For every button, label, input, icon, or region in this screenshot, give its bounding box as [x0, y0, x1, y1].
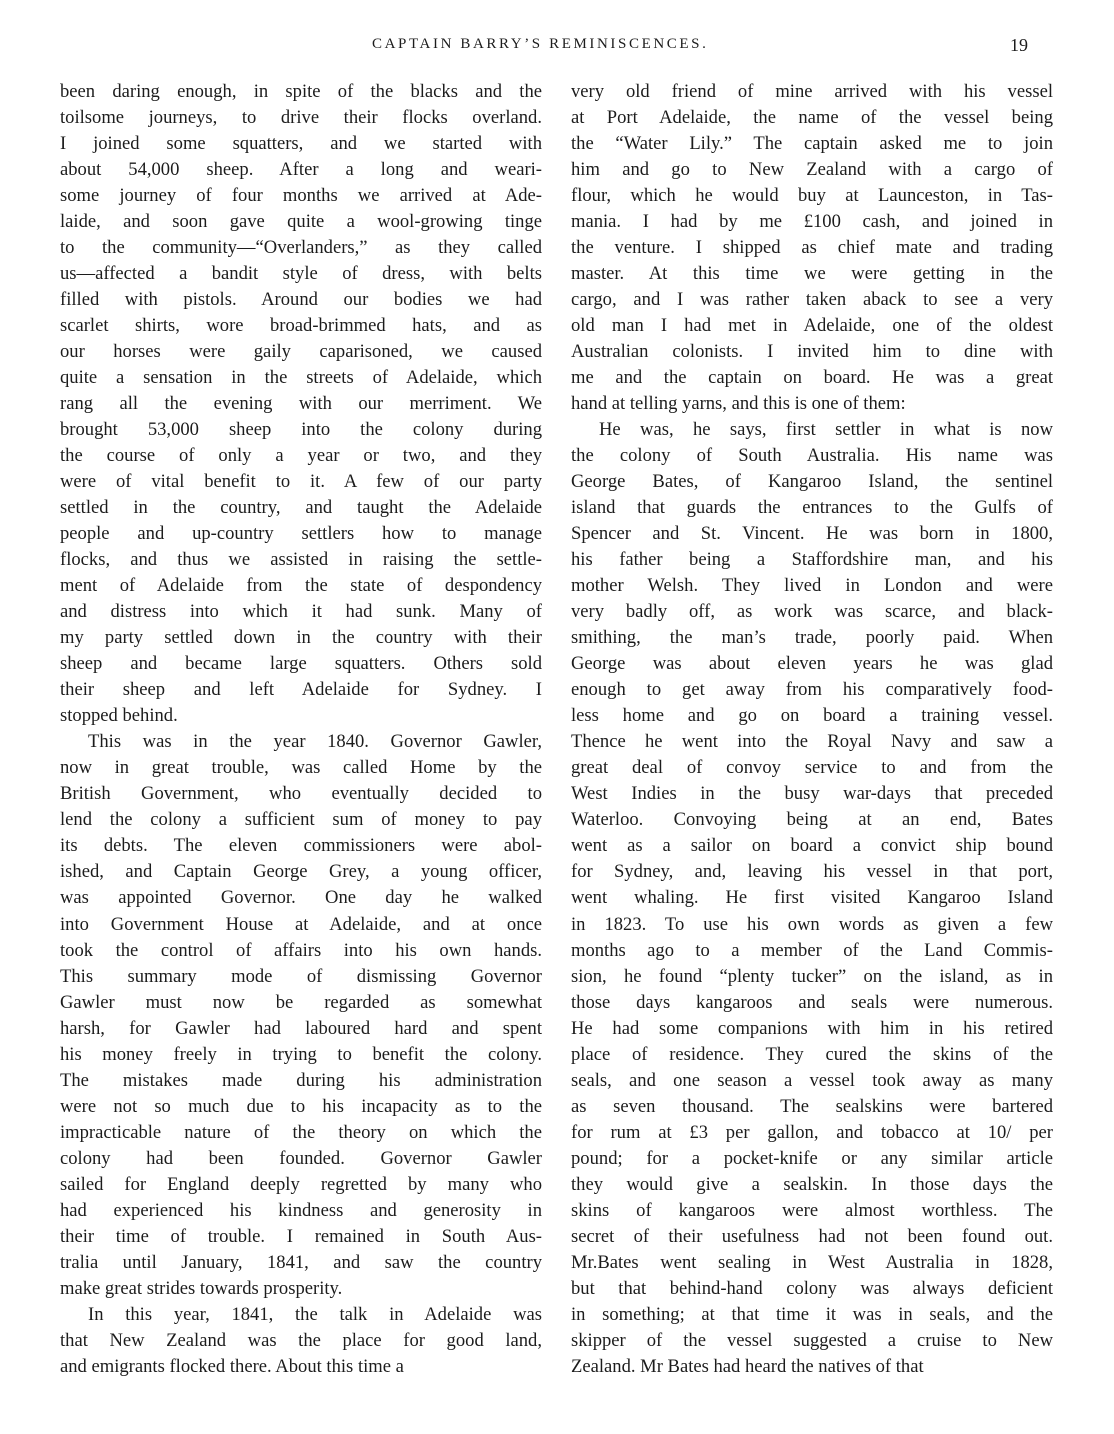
text-line: stopped behind.: [60, 705, 178, 727]
text-line: him and go to New Zealand with a cargo of: [571, 159, 1053, 181]
text-line: us—affected a bandit style of dress, with belts: [60, 263, 542, 285]
text-line: George was about eleven years he was glad: [571, 653, 1053, 675]
text-line: in 1823. To use his own words as given a few: [571, 913, 1053, 935]
text-line: ment of Adelaide from the state of despondency: [60, 575, 542, 597]
right-text-column: [571, 79, 1053, 1380]
text-line: were not so much due to his incapacity as to the: [60, 1095, 542, 1117]
text-line: I joined some squatters, and we started with: [60, 133, 542, 155]
text-line: about 54,000 sheep. After a long and weari-: [60, 159, 542, 181]
text-line: laide, and soon gave quite a wool-growing tinge: [60, 211, 542, 233]
text-line: master. At this time we were getting in the: [571, 263, 1053, 285]
text-line: place of residence. They cured the skins of the: [571, 1043, 1053, 1065]
page-number: 19: [1010, 35, 1028, 55]
text-line: our horses were gaily caparisoned, we caused: [60, 341, 542, 363]
text-line: make great strides towards prosperity.: [60, 1277, 343, 1299]
text-line: He was, he says, first settler in what is now: [599, 419, 1053, 441]
running-title: CAPTAIN BARRY’S REMINISCENCES.: [372, 36, 709, 52]
text-line: In this year, 1841, the talk in Adelaide was: [88, 1303, 542, 1325]
text-line: very badly off, as work was scarce, and black-: [571, 601, 1053, 623]
text-line: Thence he went into the Royal Navy and saw a: [571, 731, 1053, 753]
text-line: brought 53,000 sheep into the colony during: [60, 419, 542, 441]
text-line: Mr.Bates went sealing in West Australia in 1828,: [571, 1251, 1053, 1273]
text-line: was appointed Governor. One day he walked: [60, 887, 542, 909]
text-line: Zealand. Mr Bates had heard the natives of that: [571, 1355, 924, 1377]
text-line: mania. I had by me £100 cash, and joined in: [571, 211, 1053, 233]
text-line: at Port Adelaide, the name of the vessel being: [571, 107, 1053, 129]
text-line: been daring enough, in spite of the blacks and the: [60, 81, 542, 102]
text-line: mother Welsh. They lived in London and were: [571, 575, 1053, 597]
text-line: months ago to a member of the Land Commis-: [571, 939, 1053, 961]
text-line: harsh, for Gawler had laboured hard and spent: [60, 1017, 542, 1039]
text-line: pound; for a pocket-knife or any similar article: [571, 1147, 1053, 1169]
text-line: the venture. I shipped as chief mate and trading: [571, 237, 1053, 259]
text-line: me and the captain on board. He was a great: [571, 367, 1053, 389]
text-line: skins of kangaroos were almost worthless. The: [571, 1199, 1053, 1221]
text-line: and emigrants flocked there. About this time a: [60, 1355, 404, 1377]
text-line: very old friend of mine arrived with his vessel: [571, 81, 1053, 102]
text-line: skipper of the vessel suggested a cruise to New: [571, 1329, 1053, 1351]
text-line: quite a sensation in the streets of Adelaide, which: [60, 367, 542, 389]
text-line: scarlet shirts, wore broad-brimmed hats, and as: [60, 315, 542, 337]
text-line: went whaling. He first visited Kangaroo Island: [571, 887, 1053, 909]
text-line: The mistakes made during his administration: [60, 1069, 542, 1091]
text-line: sheep and became large squatters. Others sold: [60, 653, 542, 675]
text-line: sailed for England deeply regretted by many who: [60, 1173, 542, 1195]
left-text-column: [60, 79, 542, 1380]
text-line: hand at telling yarns, and this is one of them:: [571, 393, 906, 415]
text-line: toilsome journeys, to drive their flocks overland.: [60, 107, 542, 129]
text-line: great deal of convoy service to and from the: [571, 757, 1053, 779]
text-line: went as a sailor on board a convict ship bound: [571, 835, 1053, 857]
running-header: [0, 36, 1114, 60]
text-line: filled with pistols. Around our bodies we had: [60, 289, 542, 311]
text-line: for Sydney, and, leaving his vessel in that port,: [571, 861, 1053, 883]
text-line: took the control of affairs into his own hands.: [60, 939, 542, 961]
text-line: those days kangaroos and seals were numerous.: [571, 991, 1053, 1013]
text-line: This summary mode of dismissing Governor: [60, 965, 542, 987]
text-line: the course of only a year or two, and they: [60, 445, 542, 467]
text-line: for rum at £3 per gallon, and tobacco at 10/ per: [571, 1121, 1053, 1143]
text-line: lend the colony a sufficient sum of money to pay: [60, 809, 542, 831]
text-line: sion, he found “plenty tucker” on the island, as in: [571, 965, 1053, 987]
text-line: ished, and Captain George Grey, a young officer,: [60, 861, 542, 883]
text-line: but that behind-hand colony was always deficient: [571, 1277, 1053, 1299]
text-line: colony had been founded. Governor Gawler: [60, 1147, 542, 1169]
text-line: less home and go on board a training vessel.: [571, 705, 1053, 727]
text-line: British Government, who eventually decided to: [60, 783, 542, 805]
text-line: seals, and one season a vessel took away as many: [571, 1069, 1053, 1091]
text-line: his money freely in trying to benefit the colony.: [60, 1043, 542, 1065]
text-line: that New Zealand was the place for good land,: [60, 1329, 542, 1351]
text-line: they would give a sealskin. In those days the: [571, 1173, 1053, 1195]
text-line: the colony of South Australia. His name was: [571, 445, 1053, 467]
text-line: secret of their usefulness had not been found out.: [571, 1225, 1053, 1247]
text-line: flour, which he would buy at Launceston, in Tas-: [571, 185, 1053, 207]
text-line: to the community—“Overlanders,” as they called: [60, 237, 542, 259]
text-line: and distress into which it had sunk. Many of: [60, 601, 542, 623]
text-line: Australian colonists. I invited him to dine with: [571, 341, 1053, 363]
text-line: settled in the country, and taught the Adelaide: [60, 497, 542, 519]
text-line: enough to get away from his comparatively food-: [571, 679, 1053, 701]
text-line: flocks, and thus we assisted in raising the settle-: [60, 549, 542, 571]
text-line: tralia until January, 1841, and saw the country: [60, 1251, 542, 1273]
text-line: smithing, the man’s trade, poorly paid. When: [571, 627, 1053, 649]
text-line: the “Water Lily.” The captain asked me to join: [571, 133, 1053, 155]
text-line: their time of trouble. I remained in South Aus-: [60, 1225, 542, 1247]
text-line: He had some companions with him in his retired: [571, 1017, 1053, 1039]
text-line: people and up-country settlers how to manage: [60, 523, 542, 545]
text-line: West Indies in the busy war-days that preceded: [571, 783, 1053, 805]
text-line: cargo, and I was rather taken aback to see a very: [571, 289, 1053, 311]
text-line: island that guards the entrances to the Gulfs of: [571, 497, 1053, 519]
text-line: now in great trouble, was called Home by the: [60, 757, 542, 779]
text-line: impracticable nature of the theory on which the: [60, 1121, 542, 1143]
text-line: Waterloo. Convoying being at an end, Bates: [571, 809, 1053, 831]
text-line: its debts. The eleven commissioners were abol-: [60, 835, 542, 857]
text-line: George Bates, of Kangaroo Island, the sentinel: [571, 471, 1053, 493]
text-line: some journey of four months we arrived at Ade-: [60, 185, 542, 207]
text-line: their sheep and left Adelaide for Sydney. I: [60, 679, 542, 701]
text-line: into Government House at Adelaide, and at once: [60, 913, 542, 935]
text-line: This was in the year 1840. Governor Gawler,: [88, 731, 542, 753]
text-line: Gawler must now be regarded as somewhat: [60, 991, 542, 1013]
text-line: had experienced his kindness and generosity in: [60, 1199, 542, 1221]
text-line: old man I had met in Adelaide, one of the oldest: [571, 315, 1053, 337]
text-line: rang all the evening with our merriment. We: [60, 393, 542, 415]
text-line: his father being a Staffordshire man, and his: [571, 549, 1053, 571]
text-line: were of vital benefit to it. A few of our party: [60, 471, 542, 493]
text-line: in something; at that time it was in seals, and the: [571, 1303, 1053, 1325]
text-line: my party settled down in the country with their: [60, 627, 542, 649]
text-line: as seven thousand. The sealskins were bartered: [571, 1095, 1053, 1117]
text-line: Spencer and St. Vincent. He was born in 1800,: [571, 523, 1053, 545]
